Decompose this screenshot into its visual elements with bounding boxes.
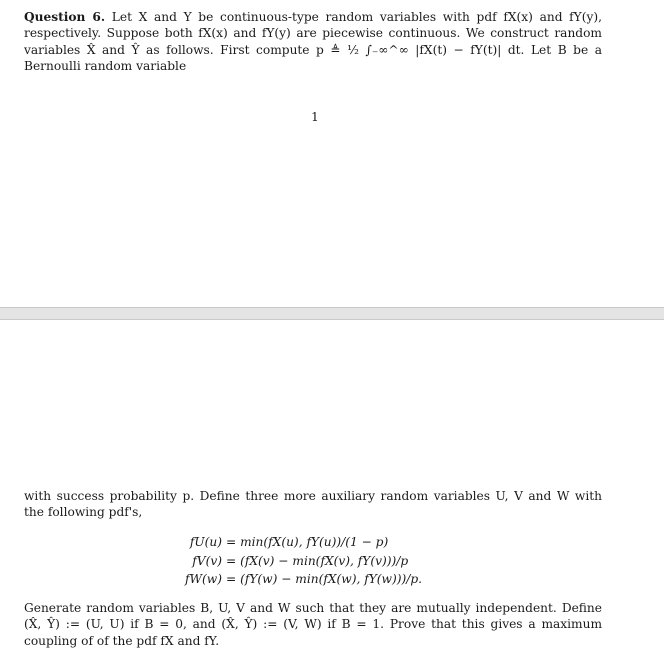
equation-fw (160, 570, 480, 589)
page-separator (0, 307, 664, 320)
equation-lhs: fV(v) (192, 553, 222, 568)
intro-paragraph: with success probability p. Define three more auxiliary random variables U, V and W with the following pdf's, (24, 489, 602, 520)
equation-rhs: = min(fX(u), fY(u))/(1 − p) (226, 535, 389, 549)
document-page-2 (0, 320, 664, 660)
document-page-1 (0, 0, 664, 307)
equation-rhs: = (fX(v) − min(fX(v), fY(v)))/p (226, 553, 409, 568)
equation-fu (160, 533, 480, 552)
equation-lhs: fW(w) (185, 572, 222, 586)
conclusion-paragraph: Generate random variables B, U, V and W such that they are mutually independent. Define (X̂, Ŷ) := (U, U) if B = 0, and (X̂, Ŷ) := (V, W) if B = 1. Prove that this gives a maximum coupling of of the pdf fX and fY. (24, 601, 602, 648)
equation-block (160, 533, 480, 589)
equation-fv (160, 552, 480, 571)
question-paragraph (24, 9, 602, 75)
equation-rhs: = (fY(w) − min(fX(w), fY(w)))/p. (226, 572, 423, 586)
question-label: Question 6. (24, 10, 106, 24)
page-number: 1 (311, 110, 319, 124)
question-text: Let X and Y be continuous-type random variables with pdf fX(x) and fY(y), respectively. Suppose both fX(x) and fY(y) are piecewise continuous. We construct random variables X̂ and Ŷ as follows. First compute p ≜ ½ ∫₋∞^∞ |fX(t) − fY(t)| dt. Let B be a Bernoulli random variable (24, 10, 602, 74)
equation-lhs: fU(u) (189, 535, 222, 549)
